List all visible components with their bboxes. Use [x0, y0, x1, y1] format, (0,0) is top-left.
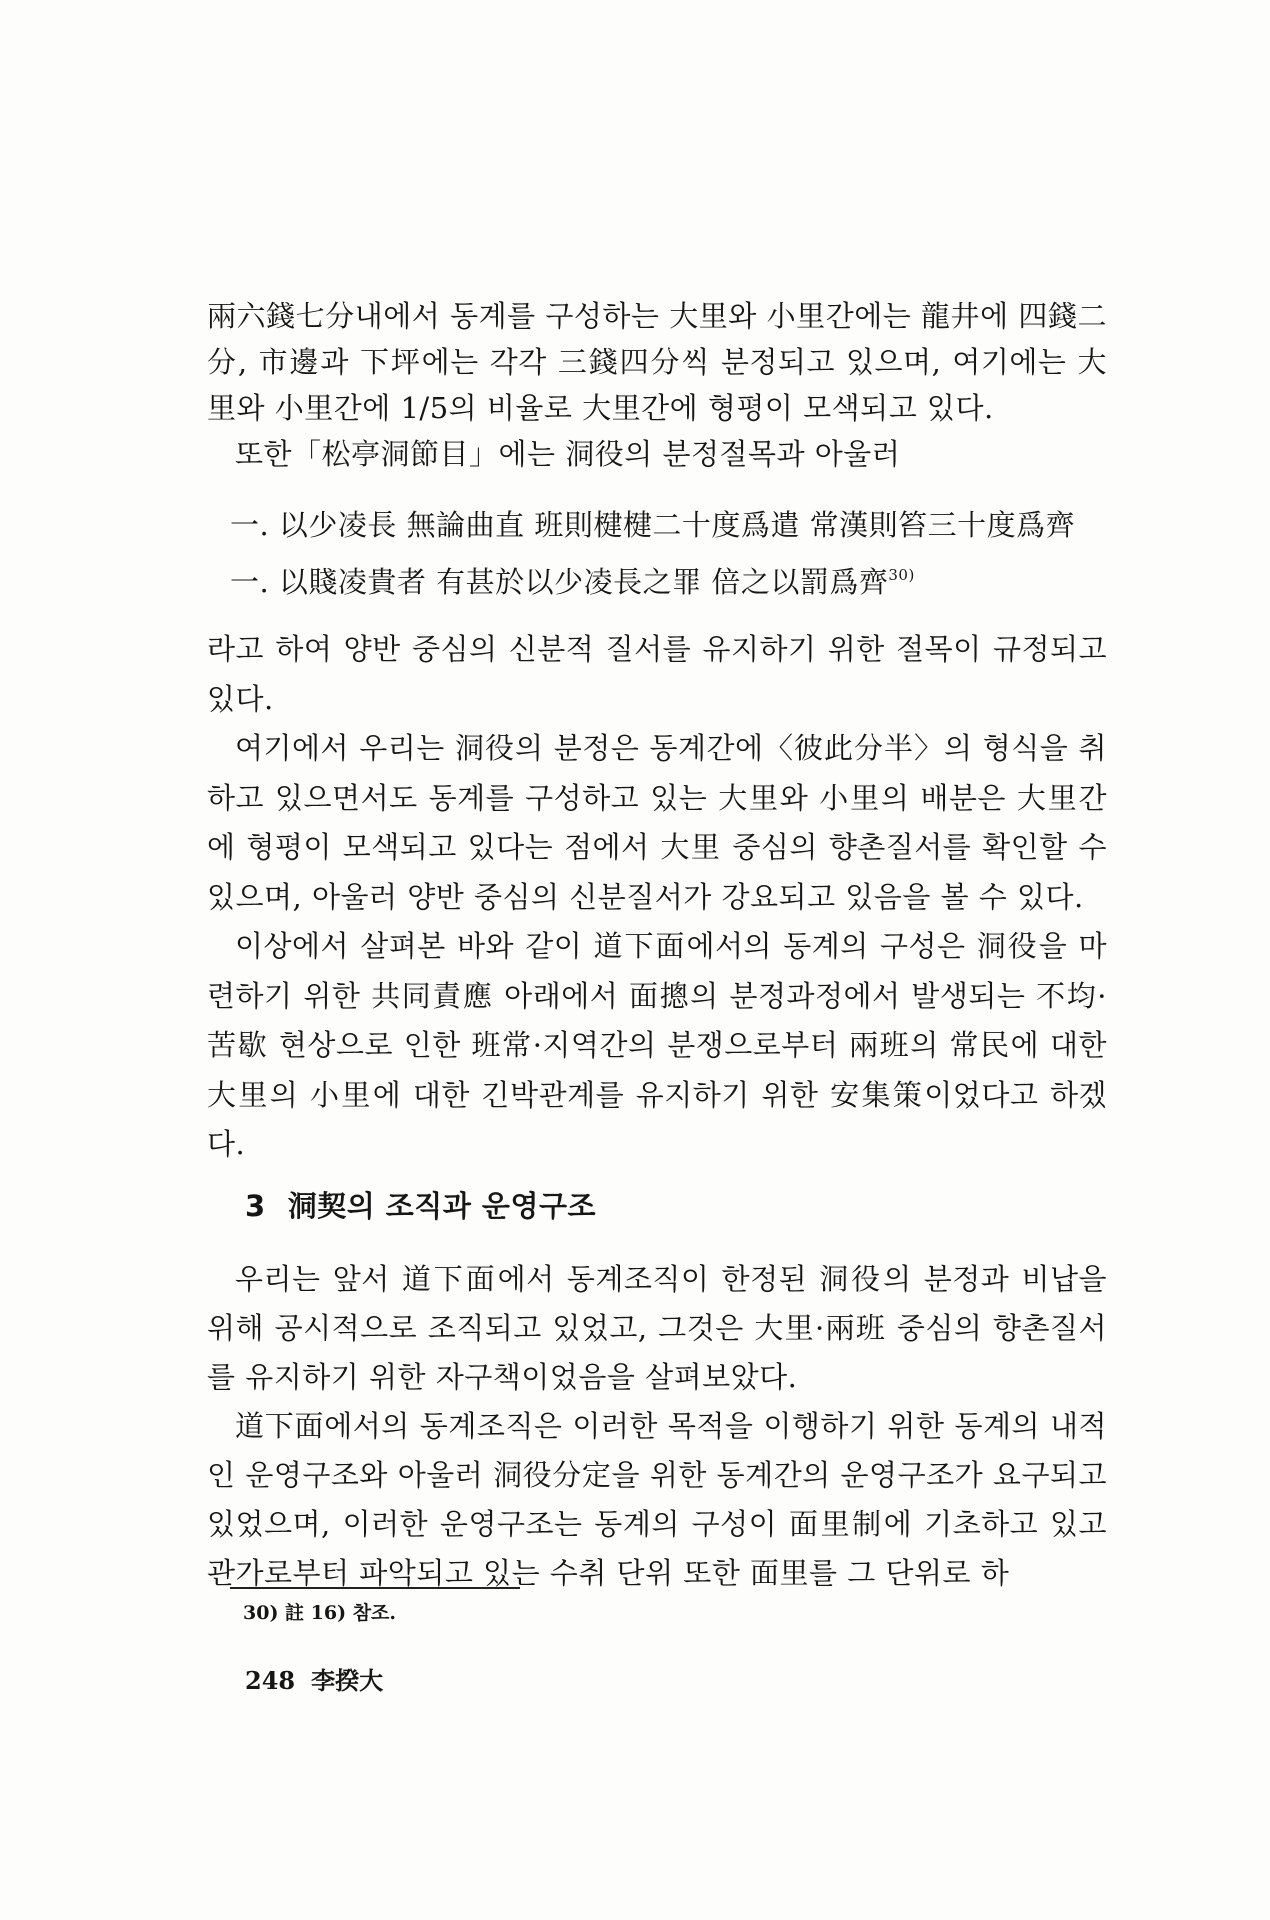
page-number: 248 [245, 1666, 296, 1695]
footnote: 30) 註 16) 참조. [243, 1602, 397, 1624]
paragraph: 兩六錢七分내에서 동계를 구성하는 大里와 小里간에는 龍井에 四錢二分, 市邊과 下坪에는 각각 三錢四分씩 분정되고 있으며, 여기에는 大里와 小里간에 1/5의 비율로 大里간에 형평이 모색되고 있다. [207, 299, 1107, 425]
section-number: 3 [245, 1189, 266, 1223]
body-text-bottom [207, 1255, 1107, 1598]
body-text-middle [207, 625, 1107, 1170]
page-footer [245, 1661, 383, 1696]
quote-line: 一. 以少凌長 無論曲直 班則楗楗二十度爲遣 常漢則笞三十度爲齊 [230, 508, 1076, 542]
body-text-top [207, 293, 1107, 477]
footnote-mark: 30) [888, 566, 915, 584]
author-name: 李揆大 [311, 1666, 384, 1695]
paragraph: 또한「松亭洞節目」에는 洞役의 분정절목과 아울러 [235, 437, 901, 471]
quote-line-text: 一. 以賤凌貴者 有甚於以少凌長之罪 倍之以罰爲齊 [230, 565, 889, 599]
quoted-regulations [230, 500, 1110, 607]
section-title: 洞契의 조직과 운영구조 [287, 1189, 596, 1223]
paragraph: 道下面에서의 동계조직은 이러한 목적을 이행하기 위한 동계의 내적인 운영구조와 아울러 洞役分定을 위한 동계간의 운영구조가 요구되고 있었으며, 이러한 운영구조는 동계의 구성이 面里制에 기초하고 있고 관가로부터 파악되고 있는 수취 단위 또한 面里를 그 단위로 하 [207, 1409, 1107, 1590]
footnote-divider [230, 1587, 520, 1589]
quote-line [230, 550, 1110, 607]
paragraph: 우리는 앞서 道下面에서 동계조직이 한정된 洞役의 분정과 비납을 위해 공시적으로 조직되고 있었고, 그것은 大里·兩班 중심의 향촌질서를 유지하기 위한 자구책이었음을 살펴보았다. [207, 1262, 1107, 1394]
section-heading [245, 1184, 596, 1225]
paragraph: 라고 하여 양반 중심의 신분적 질서를 유지하기 위한 절목이 규정되고 있다. [207, 632, 1107, 716]
paragraph: 여기에서 우리는 洞役의 분정은 동계간에〈彼此分半〉의 형식을 취하고 있으면서도 동계를 구성하고 있는 大里와 小里의 배분은 大里간에 형평이 모색되고 있다는 점에서 大里 중심의 향촌질서를 확인할 수 있으며, 아울러 양반 중심의 신분질서가 강요되고 있음을 볼 수 있다. [207, 731, 1107, 914]
paragraph: 이상에서 살펴본 바와 같이 道下面에서의 동계의 구성은 洞役을 마련하기 위한 共同責應 아래에서 面摠의 분정과정에서 발생되는 不均·苦歇 현상으로 인한 班常·지역간의 분쟁으로부터 兩班의 常民에 대한 大里의 小里에 대한 긴박관계를 유지하기 위한 安集策이었다고 하겠다. [207, 929, 1107, 1161]
